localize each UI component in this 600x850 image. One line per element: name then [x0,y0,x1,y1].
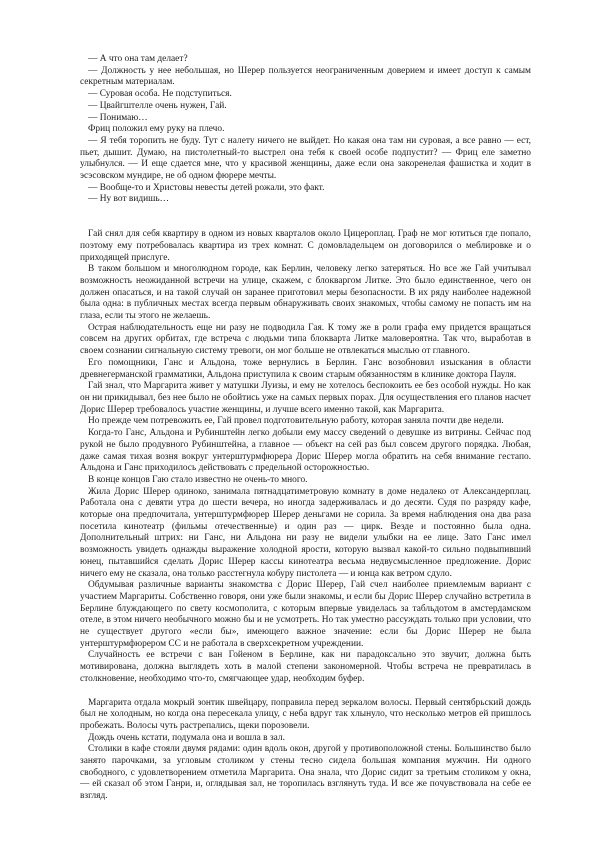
paragraph: — Ну вот видишь… [88,194,169,205]
paragraph: — Вообще-то и Христовы невесты детей рожали, это факт. [88,182,325,193]
paragraph: Случайность ее встречи с ван Гойеном в Берлине, как ни парадоксально это звучит, должна быть мотивирована, должна выглядеть хоть в малой степени закономерной. Чтобы встреча не превратилась в столкновение, необходимо что-то, смягчающее удар, необходим буфер. [80,650,531,684]
paragraph: — Цвайгштелле очень нужен, Гай. [88,100,227,111]
paragraph: Маргарита отдала мокрый зонтик швейцару, поправила перед зеркалом волосы. Первый сентябрьский дождь был не холодным, но когда она пересекала улицу, с неба вдруг так хлынуло, что несколько метров ей пришлось пробежать. Волосы чуть растрепались, щеки порозовели. [80,697,531,731]
paragraph: Его помощники, Ганс и Альдона, тоже вернулись в Берлин. Ганс возобновил изыскания в области древнегерманской грамматики, Альдона приступила к своим старым обязанностям в клинике доктора Пауля. [80,357,531,380]
paragraph: Фриц положил ему руку на плечо. [88,124,225,135]
paragraph: — А что она там делает? [88,54,188,64]
paragraph: Острая наблюдательность еще ни разу не подводила Гая. К тому же в роли графа ему придется вращаться совсем на других орбитах, где встреча с людьми типа блокварта Литке маловероятна. Так что, выработав в своем сознании сигнальную систему тревоги, он мог больше не отвлекаться мыслью от главного. [80,322,531,357]
paragraph: Гай знал, что Маргарита живет у матушки Луизы, и ему не хотелось беспокоить ее без особой нужды. Но как он ни прикидывал, без нее было не обойтись уже на самых первых порах. Для осуществления его планов насчет Дорис Шерер требовалось участие женщины, и лучше всего именно такой, как Маргарита. [80,381,531,415]
paragraph: — Суровая особа. Не подступиться. [88,89,232,100]
paragraph: Когда-то Ганс, Альдона и Рубинштейн легко добыли ему массу сведений о девушке из витрины. Сейчас под рукой не было продувного Рубинштейна, а главное — объект на сей раз был совсем другого порядка. Любая, даже самая тихая возня вокруг унтерштурмфюрера Дорис Шерер могла обратить на себя внимание гестапо. Альдона и Ганс приходилось действовать с предельной осторожностью. [80,428,531,474]
paragraph: Столики в кафе стояли двумя рядами: один вдоль окон, другой у противоположной стены. Большинство было занято парочками, за угловым столиком у стены тесно сидела большая компания мужчин. Ни одного свободного, с удовлетворением отметила Маргарита. Она знала, что Дорис сидит за третьим столиком у окна, — ей сказал об этом Ганри, и, оглядывая зал, не торопилась взглянуть туда. И все же почувствовала на себе ее взгляд. [80,744,531,802]
paragraph: — Понимаю… [88,112,148,123]
paragraph: — Должность у нее небольшая, но Шерер пользуется неограниченным доверием и имеет доступ к самым секретным материалам. [80,65,531,88]
paragraph: Гай снял для себя квартиру в одном из новых кварталов около Цицероплац. Граф не мог ютиться где попало, поэтому ему потребовалась квартира из трех комнат. С домовладельцем он договорился о меблировке и о приходящей прислуге. [80,229,531,263]
section-break [80,686,531,698]
paragraph: Дождь очень кстати, подумала она и вошла в зал. [88,732,285,743]
paragraph: Но прежде чем потревожить ее, Гай провел подготовительную работу, которая заняла почти две недели. [88,416,504,427]
paragraph: Обдумывая различные варианты знакомства с Дорис Шерер, Гай счел наиболее приемлемым вариант с участием Маргариты. Собственно говоря, они уже были знакомы, и если бы Дорис Шерер случайно встретила в Берлине блуждающего по свету космополита, с которым впервые увиделась за табльдотом в амстердамском отеле, в этом ничего необычного можно бы и не усмотреть. Но так уместно рассуждать только при условии, что не существует другого «если бы», имеющего важное значение: если бы Дорис Шерер не была унтерштурмфюрером СС и не работала в сверхсекретном учреждении. [80,580,531,649]
paragraph: В таком большом и многолюдном городе, как Берлин, человеку легко затеряться. Но все же Гай учитывал возможность неожиданной встречи на улице, скажем, с блокваргом Литке. Это было единственное, чего он должен опасаться, и на такой случай он заранее приготовил меры безопасности. В их ряду наиболее надежной была одна: в публичных местах всегда первым обнаруживать своих знакомых, чтобы самому не попасть им на глаза, если ты этого не желаешь. [80,264,531,322]
book-page [80,54,531,803]
paragraph: Жила Дорис Шерер одиноко, занимала пятнадцатиметровую комнату в доме недалеко от Александерплац. Работала она с девяти утра до шести вечера, но иногда задерживалась и до десяти. Судя по разряду кафе, которые она предпочитала, унтерштурмфюрер Шерер деньгами не сорила. За время наблюдения она два раза посетила кинотеатр (фильмы отечественные) и один раз — цирк. Везде и постоянно была одна. Дополнительный штрих: ни Ганс, ни Альдона ни разу не видели улыбки на ее лице. Зато Ганс имел возможность увидеть однажды выражение холодной ярости, которую вызвал какой-то сильно подвыпивший юнец, пытавшийся сделать Дорис Шерер кассы кинотеатра весьма недвусмысленное предложение. Дорис ничего ему не сказала, она только расстегнула кобуру пистолета — и юнца как ветром сдуло. [80,486,531,579]
paragraph: В конце концов Гаю стало известно не очень-то много. [88,474,308,485]
paragraph: — Я тебя торопить не буду. Тут с налету ничего не выйдет. Но какая она там ни суровая, а все равно — ест, пьет, дышит. Думаю, на пистолетный-то выстрел она тебя к своей особе подпустит? — Фриц еле заметно улыбнулся. — И еще сдается мне, что у красивой женщины, даже если она закоренелая фашистка и ходит в эсэсовском мундире, не об одном фюрере мечты. [80,135,531,182]
section-break [80,206,531,229]
